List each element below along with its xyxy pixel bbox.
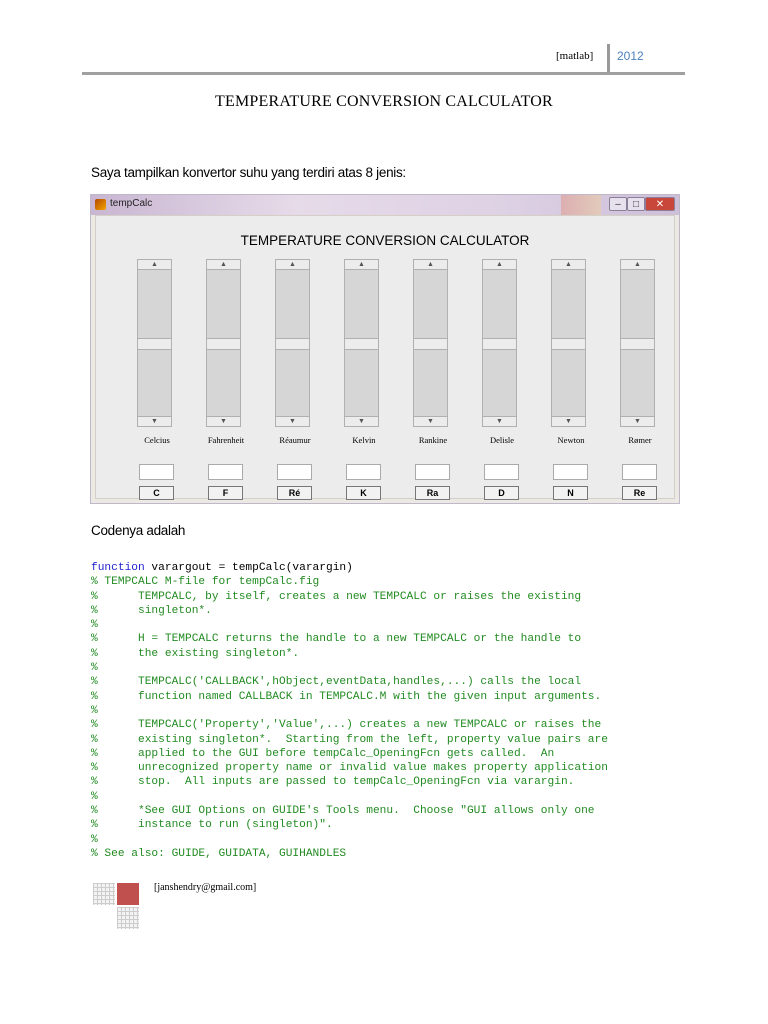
slider-down-arrow-icon[interactable]: ▼	[414, 416, 447, 426]
app-title: TEMPERATURE CONVERSION CALCULATOR	[240, 233, 530, 248]
temperature-input[interactable]	[277, 464, 312, 480]
converter-column	[403, 259, 463, 504]
unit-label: Réaumur	[279, 435, 311, 445]
window-titlebar	[91, 195, 679, 215]
convert-button[interactable]: C	[139, 486, 174, 500]
header-divider	[607, 44, 610, 74]
temperature-input[interactable]	[622, 464, 657, 480]
code-comment-line: % H = TEMPCALC returns the handle to a new TEMPCALC or the handle to	[91, 633, 582, 646]
code-comment-line: % TEMPCALC, by itself, creates a new TEMPCALC or raises the existing	[91, 590, 582, 603]
unit-label: Kelvin	[352, 435, 376, 445]
slider-down-arrow-icon[interactable]: ▼	[483, 416, 516, 426]
code-comment-line: %	[91, 662, 98, 675]
slider-thumb[interactable]	[276, 338, 309, 350]
slider-down-arrow-icon[interactable]: ▼	[276, 416, 309, 426]
minimize-button[interactable]: –	[609, 197, 627, 211]
unit-label: Rømer	[628, 435, 652, 445]
unit-label: Delisle	[489, 435, 515, 445]
slider-up-arrow-icon[interactable]: ▲	[207, 260, 240, 270]
code-comment-line: %	[91, 619, 98, 632]
slider-down-arrow-icon[interactable]: ▼	[345, 416, 378, 426]
slider-thumb[interactable]	[483, 338, 516, 350]
slider-up-arrow-icon[interactable]: ▲	[138, 260, 171, 270]
footer-accent-square	[117, 883, 139, 905]
code-comment-line: % singleton*.	[91, 604, 212, 617]
convert-button[interactable]: N	[553, 486, 588, 500]
convert-button[interactable]: F	[208, 486, 243, 500]
matlab-window	[90, 194, 680, 504]
slider-up-arrow-icon[interactable]: ▲	[276, 260, 309, 270]
converter-column	[127, 259, 187, 504]
code-comment-line: % instance to run (singleton)".	[91, 819, 333, 832]
code-comment-line: % TEMPCALC('Property','Value',...) creates a new TEMPCALC or raises the	[91, 719, 602, 732]
code-comment-line: % the existing singleton*.	[91, 647, 300, 660]
convert-button[interactable]: K	[346, 486, 381, 500]
window-title: tempCalc	[110, 198, 153, 209]
temperature-slider[interactable]	[413, 259, 448, 427]
maximize-button[interactable]: □	[627, 197, 645, 211]
slider-down-arrow-icon[interactable]: ▼	[138, 416, 171, 426]
unit-label: Rankine	[418, 435, 448, 445]
slider-down-arrow-icon[interactable]: ▼	[207, 416, 240, 426]
code-comment-line: % See also: GUIDE, GUIDATA, GUIHANDLES	[91, 847, 347, 860]
code-comment-line: % *See GUI Options on GUIDE's Tools menu. Choose "GUI allows only one	[91, 805, 595, 818]
document-title: TEMPERATURE CONVERSION CALCULATOR	[215, 93, 553, 110]
code-comment-line: %	[91, 790, 98, 803]
code-comment-line: % applied to the GUI before tempCalc_OpeningFcn gets called. An	[91, 747, 555, 760]
slider-up-arrow-icon[interactable]: ▲	[414, 260, 447, 270]
temperature-input[interactable]	[484, 464, 519, 480]
temperature-slider[interactable]	[482, 259, 517, 427]
temperature-input[interactable]	[346, 464, 381, 480]
header-rule	[82, 72, 685, 75]
slider-thumb[interactable]	[207, 338, 240, 350]
slider-thumb[interactable]	[345, 338, 378, 350]
footer-decor-square	[93, 883, 115, 905]
convert-button[interactable]: Ra	[415, 486, 450, 500]
code-comment-line: % TEMPCALC M-file for tempCalc.fig	[91, 576, 320, 589]
code-block	[91, 561, 608, 861]
temperature-slider[interactable]	[344, 259, 379, 427]
temperature-slider[interactable]	[275, 259, 310, 427]
code-keyword: function	[91, 562, 145, 574]
code-comment-line: % existing singleton*. Starting from the left, property value pairs are	[91, 733, 608, 746]
code-comment-line: %	[91, 833, 98, 846]
code-signature: varargout = tempCalc(varargin)	[144, 562, 353, 574]
temperature-slider[interactable]	[551, 259, 586, 427]
temperature-input[interactable]	[208, 464, 243, 480]
unit-label: Celcius	[144, 435, 170, 445]
temperature-input[interactable]	[415, 464, 450, 480]
slider-up-arrow-icon[interactable]: ▲	[345, 260, 378, 270]
slider-down-arrow-icon[interactable]: ▼	[552, 416, 585, 426]
code-comment-line: % TEMPCALC('CALLBACK',hObject,eventData,handles,...) calls the local	[91, 676, 582, 689]
slider-thumb[interactable]	[621, 338, 654, 350]
convert-button[interactable]: Re	[622, 486, 657, 500]
slider-up-arrow-icon[interactable]: ▲	[621, 260, 654, 270]
code-comment-line: %	[91, 704, 98, 717]
intro-paragraph: Saya tampilkan konvertor suhu yang terdiri atas 8 jenis:	[91, 165, 406, 180]
footer-email: [janshendry@gmail.com]	[154, 882, 257, 893]
footer-decor-square	[117, 907, 139, 929]
temperature-slider[interactable]	[206, 259, 241, 427]
slider-thumb[interactable]	[414, 338, 447, 350]
slider-thumb[interactable]	[552, 338, 585, 350]
converter-column	[265, 259, 325, 504]
converter-column	[472, 259, 532, 504]
slider-up-arrow-icon[interactable]: ▲	[552, 260, 585, 270]
code-comments	[91, 576, 608, 860]
code-comment-line: % unrecognized property name or invalid value makes property application	[91, 762, 608, 775]
converter-column	[196, 259, 256, 504]
slider-up-arrow-icon[interactable]: ▲	[483, 260, 516, 270]
temperature-slider[interactable]	[137, 259, 172, 427]
temperature-input[interactable]	[553, 464, 588, 480]
unit-label: Newton	[557, 435, 585, 445]
header-year: 2012	[617, 49, 644, 63]
unit-label: Fahrenheit	[207, 435, 245, 445]
close-button[interactable]: ✕	[645, 197, 675, 211]
code-comment-line: % function named CALLBACK in TEMPCALC.M with the given input arguments.	[91, 690, 602, 703]
converter-column	[541, 259, 601, 504]
convert-button[interactable]: D	[484, 486, 519, 500]
code-heading: Codenya adalah	[91, 523, 186, 538]
slider-thumb[interactable]	[138, 338, 171, 350]
header-tag: [matlab]	[556, 50, 594, 62]
converter-column	[610, 259, 670, 504]
convert-button[interactable]: Ré	[277, 486, 312, 500]
code-comment-line: % stop. All inputs are passed to tempCalc_OpeningFcn via varargin.	[91, 776, 575, 789]
matlab-logo-icon	[95, 199, 106, 210]
slider-down-arrow-icon[interactable]: ▼	[621, 416, 654, 426]
converter-column	[334, 259, 394, 504]
temperature-slider[interactable]	[620, 259, 655, 427]
temperature-input[interactable]	[139, 464, 174, 480]
